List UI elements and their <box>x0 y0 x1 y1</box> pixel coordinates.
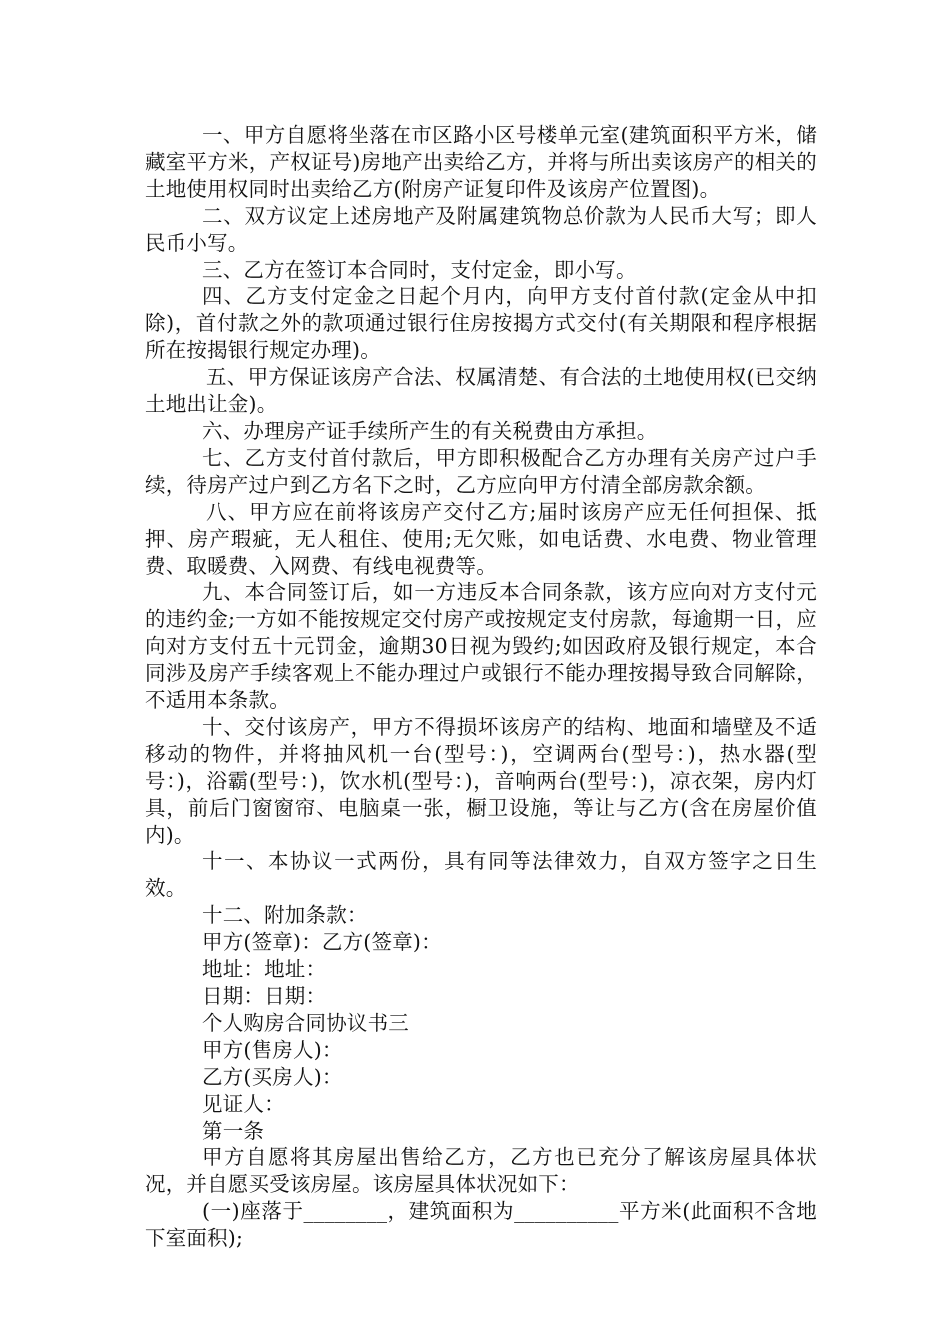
contract-title: 个人购房合同协议书三 <box>202 1010 409 1035</box>
clause-6: 六、办理房产证手续所产生的有关税费由方承担。 <box>202 418 658 443</box>
address-line: 地址：地址： <box>202 957 327 982</box>
article-1-heading: 第一条 <box>202 1118 265 1143</box>
witness-line: 见证人： <box>202 1091 285 1116</box>
clause-7: 七、乙方支付首付款后，甲方即积极配合乙方办理有关房产过户手续，待房产过户到乙方名下之时，乙方应向甲方付清全部房款余额。 <box>145 445 817 497</box>
buyer-line: 乙方(买房人)： <box>202 1064 343 1089</box>
seller-line: 甲方(售房人)： <box>202 1037 343 1062</box>
clause-5: 五、甲方保证该房产合法、权属清楚、有合法的土地使用权(已交纳土地出让金)。 <box>145 365 817 417</box>
clause-12: 十二、附加条款： <box>202 903 368 928</box>
clause-11: 十一、本协议一式两份，具有同等法律效力，自双方签字之日生效。 <box>145 849 817 901</box>
clause-10: 十、交付该房产，甲方不得损坏该房产的结构、地面和墙壁及不适移动的物件，并将抽风机一台(型号：)，空调两台(型号：)，热水器(型号：)，浴霸(型号：)，饮水机(型号：)，音响两台(型号：)，凉衣架，房内灯具，前后门窗窗帘、电脑桌一张，橱卫设施，等让与乙方(含在房屋价值内)。 <box>145 714 817 847</box>
article-1-item-1: (一)座落于________，建筑面积为__________平方米(此面积不含地下室面积); <box>145 1199 817 1251</box>
clause-8: 八、甲方应在前将该房产交付乙方;届时该房产应无任何担保、抵押、房产瑕疵，无人租住、使用;无欠账，如电话费、水电费、物业管理费、取暖费、入网费、有线电视费等。 <box>145 499 817 578</box>
clause-3: 三、乙方在签订本合同时，支付定金，即小写。 <box>202 257 637 282</box>
article-1-text: 甲方自愿将其房屋出售给乙方，乙方也已充分了解该房屋具体状况，并自愿买受该房屋。该房屋具体状况如下： <box>145 1145 817 1197</box>
date-line: 日期：日期： <box>202 984 327 1008</box>
clause-1: 一、甲方自愿将坐落在市区路小区号楼单元室(建筑面积平方米，储藏室平方米，产权证号)房地产出卖给乙方，并将与所出卖该房产的相关的土地使用权同时出卖给乙方(附房产证复印件及该房产位置图)。 <box>145 123 817 201</box>
clause-9: 九、本合同签订后，如一方违反本合同条款，该方应向对方支付元的违约金;一方如不能按规定交付房产或按规定支付房款，每逾期一日，应向对方支付五十元罚金，逾期30日视为毁约;如因政府及银行规定，本合同涉及房产手续客观上不能办理过户或银行不能办理按揭导致合同解除，不适用本条款。 <box>145 580 817 713</box>
clause-2: 二、双方议定上述房地产及附属建筑物总价款为人民币大写；即人民币小写。 <box>145 203 817 255</box>
clause-4: 四、乙方支付定金之日起个月内，向甲方支付首付款(定金从中扣除)，首付款之外的款项通过银行住房按揭方式交付(有关期限和程序根据所在按揭银行规定办理)。 <box>145 284 817 363</box>
signature-line: 甲方(签章)：乙方(签章)： <box>202 930 442 955</box>
document-body <box>145 122 817 1252</box>
